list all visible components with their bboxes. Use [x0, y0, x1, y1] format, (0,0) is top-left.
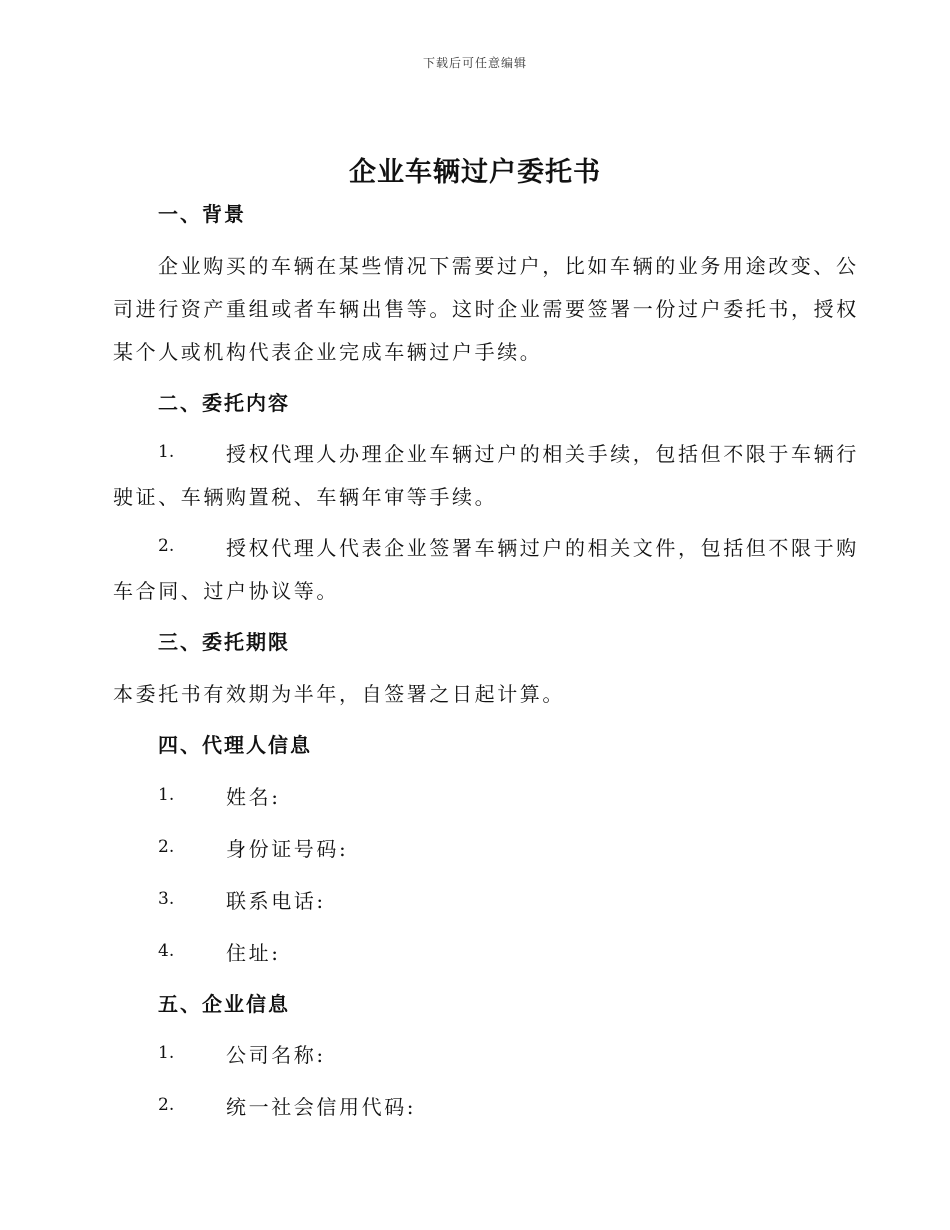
content-item-2-line-1: 授权代理人代表企业签署车辆过户的相关文件，包括但不限于购	[226, 536, 859, 560]
agent-item-1-number: 1.	[158, 785, 175, 805]
content-item-2-line-2: 车合同、过户协议等。	[113, 579, 339, 603]
background-line-3: 某个人或机构代表企业完成车辆过户手续。	[113, 340, 543, 364]
agent-item-4-number: 4.	[158, 941, 175, 961]
header-note: 下载后可任意编辑	[422, 56, 527, 70]
agent-name-label: 姓名:	[226, 785, 281, 809]
company-item-1-number: 1.	[158, 1043, 175, 1063]
agent-address-label: 住址:	[226, 941, 281, 965]
section-heading-term: 三、委托期限	[158, 630, 290, 654]
document-title: 企业车辆过户委托书	[349, 157, 601, 188]
agent-item-2-number: 2.	[158, 837, 175, 857]
content-item-2-number: 2.	[158, 536, 175, 556]
company-item-2-number: 2.	[158, 1095, 175, 1115]
background-line-2: 司进行资产重组或者车辆出售等。这时企业需要签署一份过户委托书，授权	[113, 297, 859, 321]
section-heading-agent: 四、代理人信息	[158, 733, 312, 757]
agent-id-number-label: 身份证号码:	[226, 837, 349, 861]
agent-item-3-number: 3.	[158, 889, 175, 909]
content-item-1-line-2: 驶证、车辆购置税、车辆年审等手续。	[113, 485, 498, 509]
content-item-1-number: 1.	[158, 442, 175, 462]
company-name-label: 公司名称:	[226, 1043, 326, 1067]
content-item-1-line-1: 授权代理人办理企业车辆过户的相关手续，包括但不限于车辆行	[226, 442, 859, 466]
term-text: 本委托书有效期为半年，自签署之日起计算。	[113, 682, 565, 706]
section-heading-company: 五、企业信息	[158, 992, 290, 1016]
section-heading-content: 二、委托内容	[158, 391, 290, 415]
agent-phone-label: 联系电话:	[226, 889, 326, 913]
section-heading-background: 一、背景	[158, 202, 246, 226]
background-line-1: 企业购买的车辆在某些情况下需要过户，比如车辆的业务用途改变、公	[158, 254, 859, 278]
company-credit-code-label: 统一社会信用代码:	[226, 1095, 417, 1119]
